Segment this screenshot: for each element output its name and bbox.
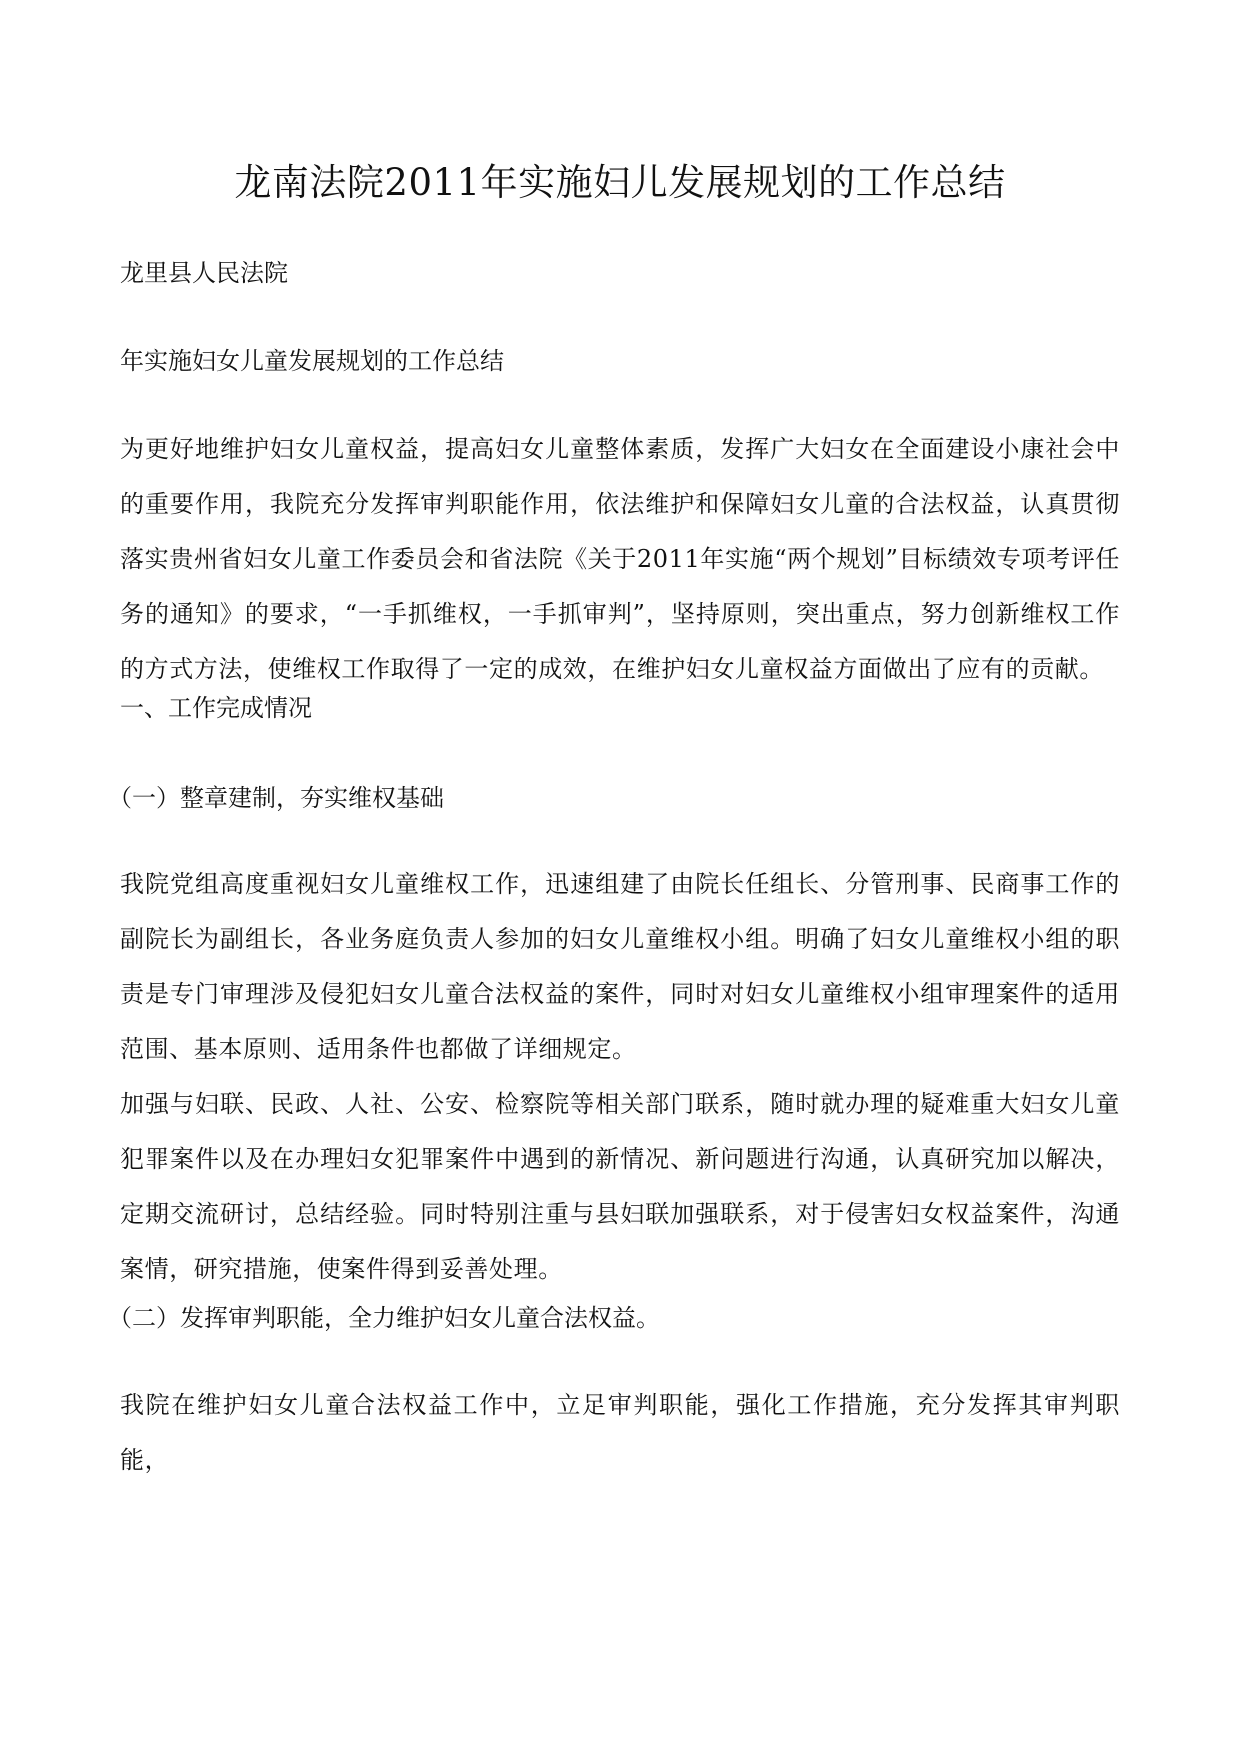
subsection-heading-2: （二）发挥审判职能，全力维护妇女儿童合法权益。 [108,1304,660,1332]
organization-name: 龙里县人民法院 [120,259,288,287]
section-heading-1: 一、工作完成情况 [120,694,312,722]
document-subtitle: 年实施妇女儿童发展规划的工作总结 [120,347,504,375]
intro-paragraph: 为更好地维护妇女儿童权益，提高妇女儿童整体素质，发挥广大妇女在全面建设小康社会中的重要作用，我院充分发挥审判职能作用，依法维护和保障妇女儿童的合法权益，认真贯彻落实贵州省妇女儿童工作委员会和省法院《关于2011年实施“两个规划”目标绩效专项考评任务的通知》的要求，“一手抓维权，一手抓审判”，坚持原则，突出重点，努力创新维权工作的方式方法，使维权工作取得了一定的成效，在维护妇女儿童权益方面做出了应有的贡献。 [120,435,1120,683]
body-paragraph-2: 加强与妇联、民政、人社、公安、检察院等相关部门联系，随时就办理的疑难重大妇女儿童犯罪案件以及在办理妇女犯罪案件中遇到的新情况、新问题进行沟通，认真研究加以解决，定期交流研讨，总结经验。同时特别注重与县妇联加强联系，对于侵害妇女权益案件，沟通案情，研究措施，使案件得到妥善处理。 [120,1090,1120,1283]
body-paragraph-1: 我院党组高度重视妇女儿童维权工作，迅速组建了由院长任组长、分管刑事、民商事工作的副院长为副组长，各业务庭负责人参加的妇女儿童维权小组。明确了妇女儿童维权小组的职责是专门审理涉及侵犯妇女儿童合法权益的案件，同时对妇女儿童维权小组审理案件的适用范围、基本原则、适用条件也都做了详细规定。 [120,870,1120,1063]
body-paragraph-3: 我院在维护妇女儿童合法权益工作中，立足审判职能，强化工作措施，充分发挥其审判职能， [120,1391,1120,1474]
subsection-heading-1: （一）整章建制，夯实维权基础 [108,784,444,812]
document-title: 龙南法院2011年实施妇儿发展规划的工作总结 [234,161,1006,204]
